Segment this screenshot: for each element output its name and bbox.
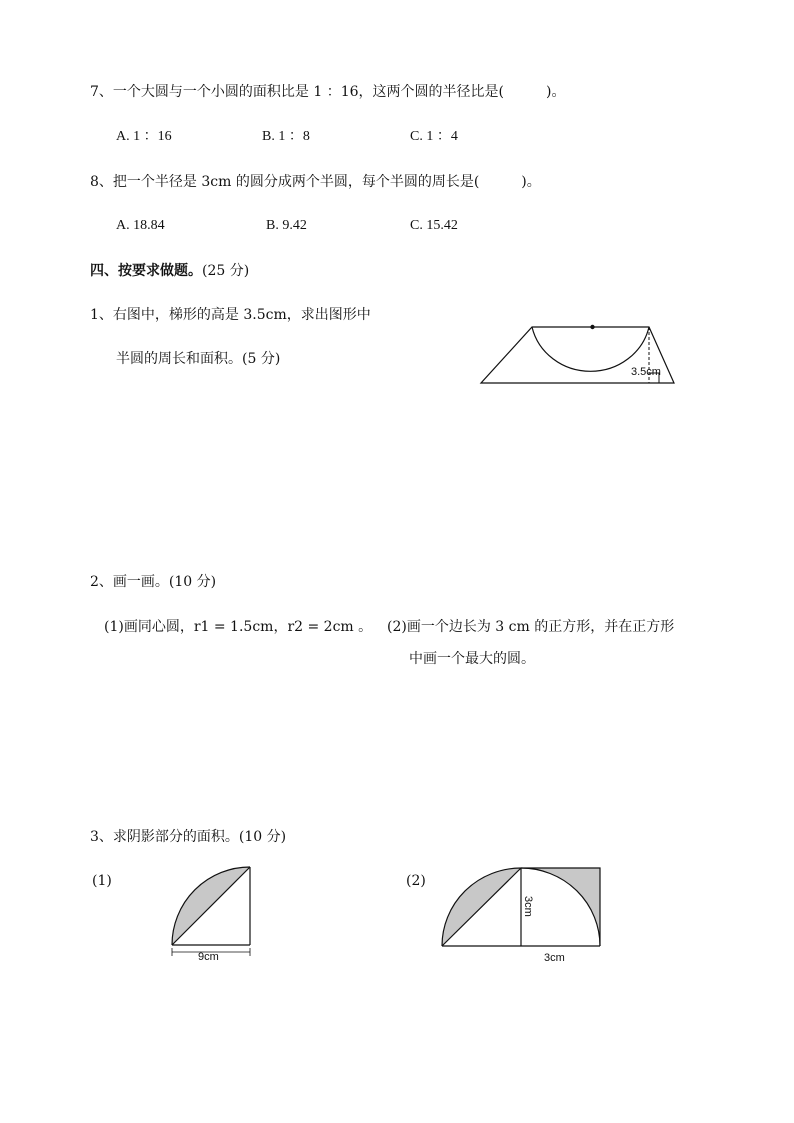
height-label: 3.5cm (631, 366, 661, 378)
center-dot (590, 325, 594, 329)
question-7-text: 7、一个大圆与一个小圆的面积比是 1 ：16，这两个圆的半径比是( )。 (90, 84, 566, 100)
q7-option-c: C. 1 ：4 (410, 129, 458, 144)
figure-1-label: (1) (92, 873, 112, 889)
section-4-title: 四、按要求做题。 (90, 263, 202, 279)
q7-option-a: A. 1 ：16 (116, 129, 172, 144)
problem-1-line-1: 1、右图中，梯形的高是 3.5cm，求出图形中 (90, 307, 371, 323)
question-8-text: 8、把一个半径是 3cm 的圆分成两个半圆，每个半圆的周长是( )。 (90, 174, 541, 190)
problem-1-line-2: 半圆的周长和面积。(5 分) (116, 351, 281, 367)
q8-option-b: B. 9.42 (266, 218, 307, 233)
problem-2-sub-2-line-1: (2)画一个边长为 3 cm 的正方形，并在正方形 (387, 619, 675, 635)
semicircle-arc (532, 327, 649, 371)
shaded-figure-1 (165, 862, 265, 962)
problem-2-title: 2、画一画。(10 分) (90, 574, 217, 590)
figure-2-label: (2) (406, 873, 426, 889)
q8-option-c: C. 15.42 (410, 218, 458, 233)
trapezoid-semicircle-figure (475, 320, 675, 390)
dimension-label: 9cm (198, 951, 219, 963)
section-4-heading (90, 262, 249, 280)
problem-2-sub-1: (1)画同心圆，r1 = 1.5cm，r2 = 2cm 。 (104, 619, 373, 635)
shaded-figure-2 (437, 862, 612, 962)
q8-option-a: A. 18.84 (116, 218, 165, 233)
problem-2-sub-2-line-2: 中画一个最大的圆。 (409, 651, 535, 667)
bottom-dimension-label: 3cm (544, 952, 565, 964)
section-4-score: (25 分) (202, 263, 250, 279)
vertical-dimension-label: 3cm (522, 896, 534, 917)
q7-option-b: B. 1 ：8 (262, 129, 310, 144)
problem-3-title: 3、求阴影部分的面积。(10 分) (90, 829, 287, 845)
